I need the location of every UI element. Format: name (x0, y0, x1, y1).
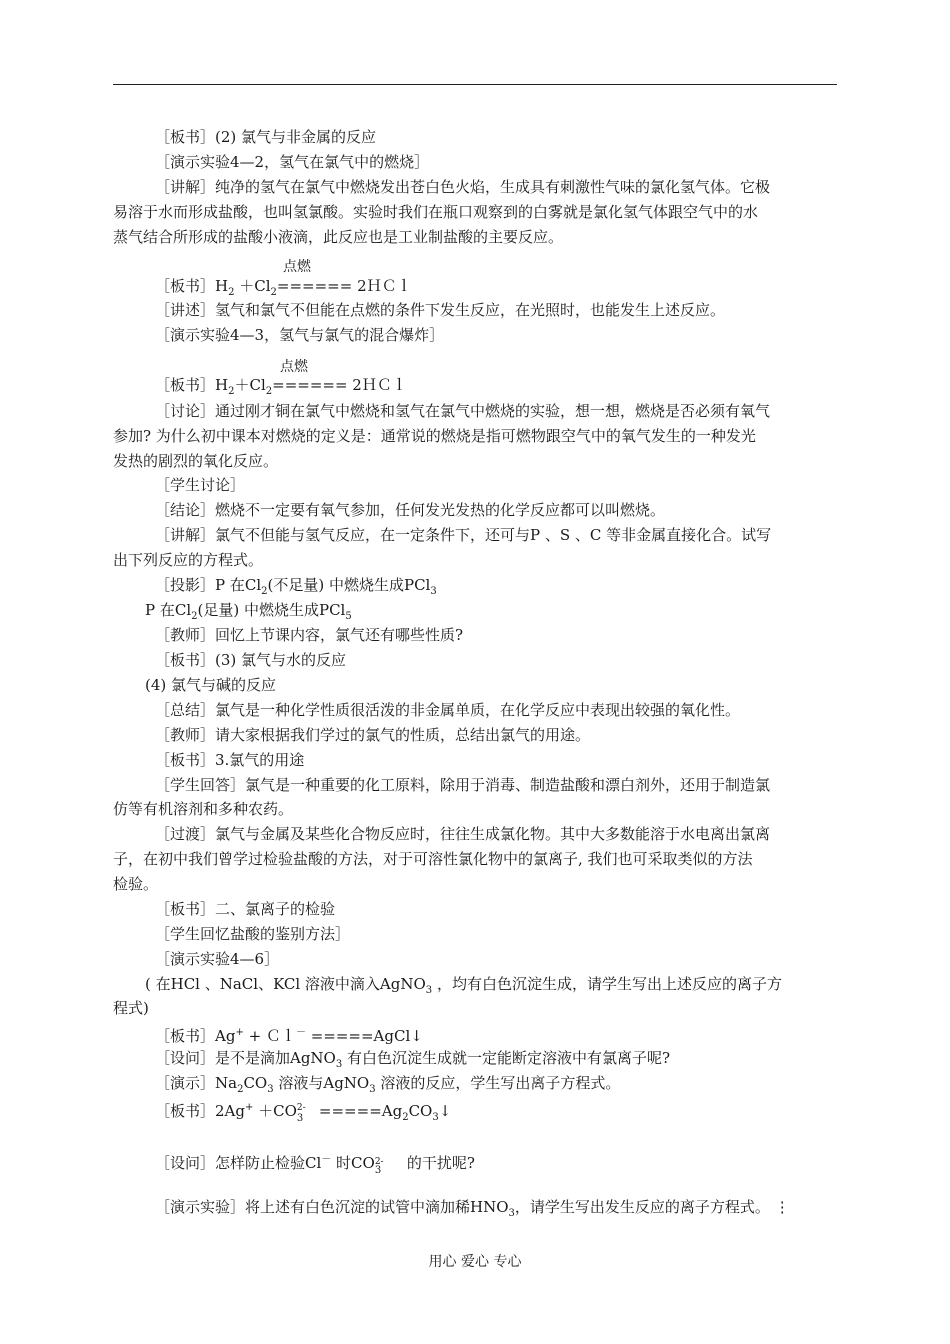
text-line: ［学生回忆盐酸的鉴别方法］ (155, 925, 351, 943)
text-line: 仿等有机溶剂和多种农药。 (113, 800, 294, 818)
reaction-condition: 点燃 (280, 359, 308, 375)
text-line: ［教师］请大家根据我们学过的氯气的性质，总结出氯气的用途。 (155, 726, 591, 744)
text-line: ［讲解］纯净的氢气在氯气中燃烧发出苍白色火焰，生成具有刺激性气味的氯化氢气体。它极 (155, 178, 771, 196)
equation-line: ［板书］2Ag+ ＋CO 2- 3 $=====Ag_2CO_3↓$ (155, 1102, 452, 1124)
equation-line: ［板书］Ag+ + Ｃｌ－ =====AgCl↓ (155, 1027, 423, 1045)
text-line: ［学生讨论］ (155, 476, 246, 494)
text-line: ［板书］(2) 氯气与非金属的反应 (155, 128, 377, 146)
text-line: ［演示实验4—3，氢气与氯气的混合爆炸］ (155, 326, 445, 344)
text-line: ［演示实验4—2，氢气在氯气中的燃烧］ (155, 153, 430, 171)
text-line: ［讲述］氢气和氯气不但能在点燃的条件下发生反应，在光照时，也能发生上述反应。 (155, 301, 726, 319)
text-line: 蒸气结合所形成的盐酸小液滴，此反应也是工业制盐酸的主要反应。 (113, 228, 564, 246)
text-line: P 在$Cl_2$(足量) 中燃烧生成PCl$_5$ (145, 601, 352, 622)
text-line: ［投影］P 在$Cl_2$(不足量) 中燃烧生成PCl$_3$ (155, 576, 437, 597)
text-line: 检验。 (113, 875, 159, 893)
text-line: 出下列反应的方程式。 (113, 551, 264, 569)
text-line: ［板书］二、氯离子的检验 (155, 900, 336, 918)
text-line: ( 在HCl 、NaCl、KCl 溶液中滴入AgNO$_3$ ，均有白色沉淀生成，请学生写出上述反应的离子方 (145, 975, 782, 996)
text-line: (4) 氯气与碱的反应 (145, 676, 277, 694)
text-line: 参加? 为什么初中课本对燃烧的定义是：通常说的燃烧是指可燃物跟空气中的氧气发生的一种发光 (113, 427, 756, 445)
equation-line: ［板书$]H_2+Cl_2======$ 2ＨＣｌ (155, 376, 407, 397)
text-line: ［教师］回忆上节课内容，氯气还有哪些性质? (155, 626, 464, 644)
text-line: 子，在初中我们曾学过检验盐酸的方法，对于可溶性氯化物中的氯离子, 我们也可采取类似的方法 (113, 850, 753, 868)
text-line: ［过渡］氯气与金属及某些化合物反应时，往往生成氯化物。其中大多数能溶于水电离出氯离 (155, 825, 771, 843)
text-line: ［总结］氯气是一种化学性质很活泼的非金属单质，在化学反应中表现出较强的氧化性。 (155, 701, 741, 719)
header-rule (113, 84, 837, 85)
text-line: ［演示$]Na_2CO_3$ 溶液与AgNO$_3$ 溶液的反应，学生写出离子方程式。 (155, 1074, 621, 1095)
reaction-condition: 点燃 (283, 259, 311, 275)
text-line: ［演示实验4—6］ (155, 950, 280, 968)
text-line: ［设问］怎样防止检验Cl－ 时CO 2- 3 的干扰呢? (155, 1154, 475, 1176)
text-line: ［板书］3.氯气的用途 (155, 751, 305, 769)
text-line: 易溶于水而形成盐酸，也叫氢氯酸。实验时我们在瓶口观察到的白雾就是氯化氢气体跟空气中的水 (113, 203, 759, 221)
text-line: ［设问］是不是滴加AgNO$_3$ 有白色沉淀生成就一定能断定溶液中有氯离子呢? (155, 1049, 671, 1070)
text-line: ［讨论］通过刚才铜在氯气中燃烧和氢气在氯气中燃烧的实验，想一想，燃烧是否必须有氧气 (155, 402, 771, 420)
text-line: ［板书］(3) 氯气与水的反应 (155, 651, 347, 669)
text-line: 发热的剧烈的氧化反应。 (113, 452, 279, 470)
text-line: 程式) (113, 999, 149, 1017)
text-line: ［结论］燃烧不一定要有氧气参加，任何发光发热的化学反应都可以叫燃烧。 (155, 501, 666, 519)
text-line: ［讲解］氯气不但能与氢气反应，在一定条件下，还可与P 、S 、C 等非金属直接化合。试写 (155, 526, 772, 544)
text-line: ［演示实验］将上述有白色沉淀的试管中滴加稀$HNO_3$，请学生写出发生反应的离子方程式。 ⋮ (155, 1198, 790, 1219)
page-footer: 用心 爱心 专心 (428, 1254, 522, 1270)
text-line: ［学生回答］氯气是一种重要的化工原料，除用于消毒、制造盐酸和漂白剂外，还用于制造氯 (155, 776, 771, 794)
equation-line: ［板书$]H_2 +Cl_2======$ 2ＨＣｌ (155, 277, 412, 298)
